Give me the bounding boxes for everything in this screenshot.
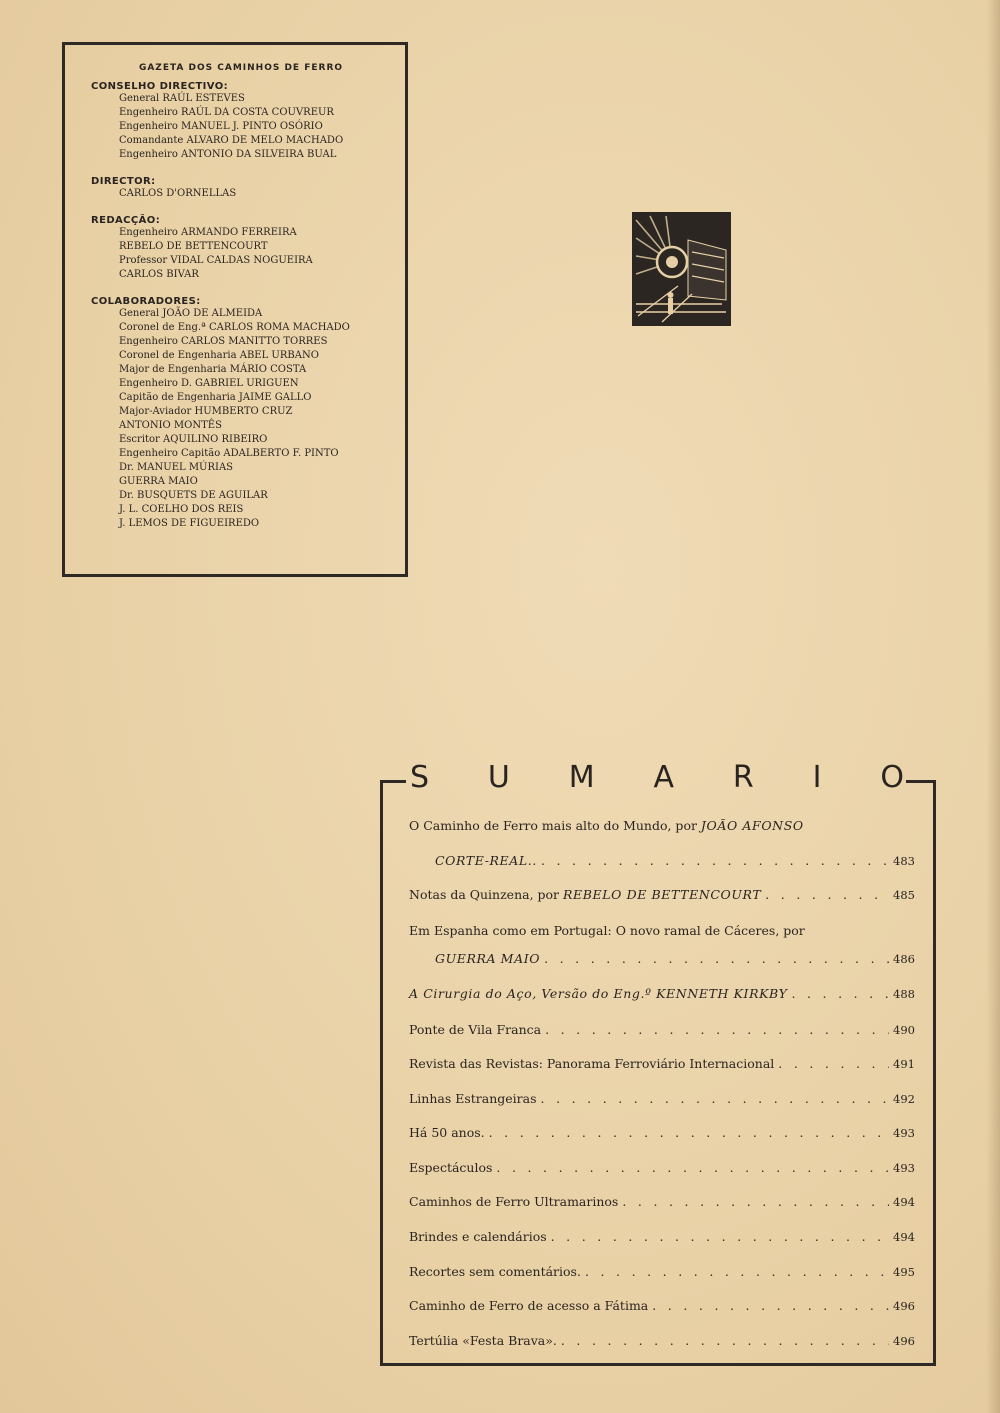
toc-page-number: 486 (893, 952, 915, 966)
toc-title: Ponte de Vila Franca (409, 1022, 542, 1037)
toc-entry (409, 1022, 915, 1056)
toc-page-number: 491 (893, 1057, 915, 1071)
dot-leader (489, 1125, 889, 1140)
staff-member: CARLOS D'ORNELLAS (119, 188, 237, 199)
toc-title: Linhas Estrangeiras (409, 1091, 537, 1106)
toc-page-number: 494 (893, 1230, 915, 1244)
staff-member: General JOÃO DE ALMEIDA (119, 308, 263, 319)
toc-title: Notas da Quinzena, por (409, 887, 564, 902)
staff-member: Capitão de Engenharia JAIME GALLO (119, 392, 312, 403)
toc-page-number: 494 (893, 1195, 915, 1209)
staff-member: J. L. COELHO DOS REIS (119, 504, 244, 515)
director-heading: DIRECTOR: (91, 176, 156, 187)
staff-member: Dr. MANUEL MÚRIAS (119, 462, 234, 473)
toc-page-number: 496 (893, 1299, 915, 1313)
sumario-box (380, 781, 936, 1366)
colaboradores-heading: COLABORADORES: (91, 296, 201, 307)
toc-page-number: 493 (893, 1126, 915, 1140)
toc-author: GUERRA MAIO (435, 951, 541, 966)
toc-page-number: 496 (893, 1334, 915, 1348)
staff-member: Engenheiro D. GABRIEL URIGUEN (119, 378, 299, 389)
toc-page-number: 490 (893, 1023, 915, 1037)
redaccao-heading: REDACÇÃO: (91, 215, 161, 226)
toc-author: Eng.º KENNETH KIRKBY (613, 986, 788, 1001)
dot-leader (622, 1194, 889, 1209)
heading-letter: R (732, 760, 754, 795)
heading-letter: U (487, 760, 510, 795)
staff-member: Engenheiro MANUEL J. PINTO OSÓRIO (119, 121, 323, 132)
staff-member: Comandante ALVARO DE MELO MACHADO (119, 135, 344, 146)
toc-author: CORTE-REAL.. (435, 853, 537, 868)
toc-entry (409, 887, 915, 923)
toc-entry-continuation (409, 951, 915, 986)
dot-leader (551, 1229, 889, 1244)
dot-leader (585, 1264, 889, 1279)
staff-member: Major de Engenharia MÁRIO COSTA (119, 364, 307, 375)
heading-letter: S (410, 760, 430, 795)
staff-title: GAZETA DOS CAMINHOS DE FERRO (138, 63, 344, 73)
director-list (91, 187, 391, 201)
page-spine-shadow (986, 0, 1000, 1413)
dot-leader (496, 1160, 889, 1175)
staff-member: Escritor AQUILINO RIBEIRO (119, 434, 268, 445)
staff-member: GUERRA MAIO (119, 476, 198, 487)
staff-member: CARLOS BIVAR (119, 269, 199, 280)
locomotive-icon (632, 212, 731, 326)
locomotive-emblem (632, 212, 731, 326)
toc-entry (409, 818, 915, 853)
toc-title: Recortes sem comentários. (409, 1264, 581, 1279)
staff-member: Dr. BUSQUETS DE AGUILAR (119, 490, 268, 501)
dot-leader (541, 1091, 889, 1106)
heading-letter: I (812, 760, 822, 795)
toc-page-number: 483 (893, 854, 915, 868)
staff-member: Major-Aviador HUMBERTO CRUZ (119, 406, 293, 417)
staff-member: Coronel de Engenharia ABEL URBANO (119, 350, 319, 361)
toc-entry (409, 986, 915, 1022)
toc-title: Tertúlia «Festa Brava». (409, 1333, 557, 1348)
toc-entry (409, 1194, 915, 1229)
toc-entry (409, 1056, 915, 1091)
dot-leader (561, 1333, 889, 1348)
toc-page-number: 495 (893, 1265, 915, 1279)
staff-member: J. LEMOS DE FIGUEIREDO (119, 518, 260, 529)
toc-entry (409, 1125, 915, 1160)
staff-member: Engenheiro CARLOS MANITTO TORRES (119, 336, 328, 347)
toc-title: Revista das Revistas: Panorama Ferroviário Internacional (409, 1056, 775, 1071)
toc-title: Brindes e calendários (409, 1229, 547, 1244)
toc-entry (409, 1333, 915, 1363)
staff-member: Engenheiro ARMANDO FERREIRA (119, 227, 297, 238)
conselho-heading: CONSELHO DIRECTIVO: (91, 81, 229, 92)
staff-member: Professor VIDAL CALDAS NOGUEIRA (119, 255, 313, 266)
staff-member: ANTONIO MONTÊS (119, 420, 222, 431)
toc-entry (409, 1160, 915, 1194)
dot-leader (544, 951, 889, 966)
toc-page-number: 485 (893, 888, 915, 902)
toc-page-number: 493 (893, 1161, 915, 1175)
toc-title: Espectáculos (409, 1160, 493, 1175)
table-of-contents (409, 818, 915, 1363)
staff-member: General RAÚL ESTEVES (119, 93, 245, 104)
toc-title: Em Espanha como em Portugal: O novo ramal de Cáceres, por (409, 923, 805, 938)
dot-leader (778, 1056, 889, 1071)
dot-leader (652, 1298, 889, 1313)
toc-author: JOÃO AFONSO (700, 818, 804, 833)
toc-entry (409, 1264, 915, 1298)
heading-letter: A (653, 760, 675, 795)
redaccao-list (91, 226, 391, 282)
dot-leader (541, 853, 889, 868)
toc-entry (409, 1229, 915, 1264)
toc-title: Caminho de Ferro de acesso a Fátima (409, 1298, 649, 1313)
toc-entry (409, 1298, 915, 1333)
dot-leader (765, 887, 889, 902)
staff-member: Engenheiro RAÚL DA COSTA COUVREUR (119, 107, 334, 118)
toc-title: A Cirurgia do Aço, Versão do (409, 986, 614, 1001)
dot-leader (791, 986, 889, 1001)
staff-member: REBELO DE BETTENCOURT (119, 241, 268, 252)
dot-leader (545, 1022, 889, 1037)
colaboradores-list (91, 307, 391, 531)
staff-member: Engenheiro Capitão ADALBERTO F. PINTO (119, 448, 339, 459)
conselho-list (91, 92, 391, 162)
toc-entry-continuation (409, 853, 915, 887)
toc-title: Há 50 anos. (409, 1125, 485, 1140)
staff-member: Coronel de Eng.ª CARLOS ROMA MACHADO (119, 322, 350, 333)
staff-member: Engenheiro ANTONIO DA SILVEIRA BUAL (119, 149, 337, 160)
toc-entry (409, 923, 915, 951)
toc-page-number: 488 (893, 987, 915, 1001)
toc-entry (409, 1091, 915, 1125)
staff-box (62, 42, 408, 577)
heading-letter: M (568, 760, 595, 795)
toc-title: Caminhos de Ferro Ultramarinos (409, 1194, 619, 1209)
toc-author: REBELO DE BETTENCOURT (563, 887, 762, 902)
toc-page-number: 492 (893, 1092, 915, 1106)
toc-title: O Caminho de Ferro mais alto do Mundo, por (409, 818, 701, 833)
heading-letter: O (880, 760, 904, 795)
